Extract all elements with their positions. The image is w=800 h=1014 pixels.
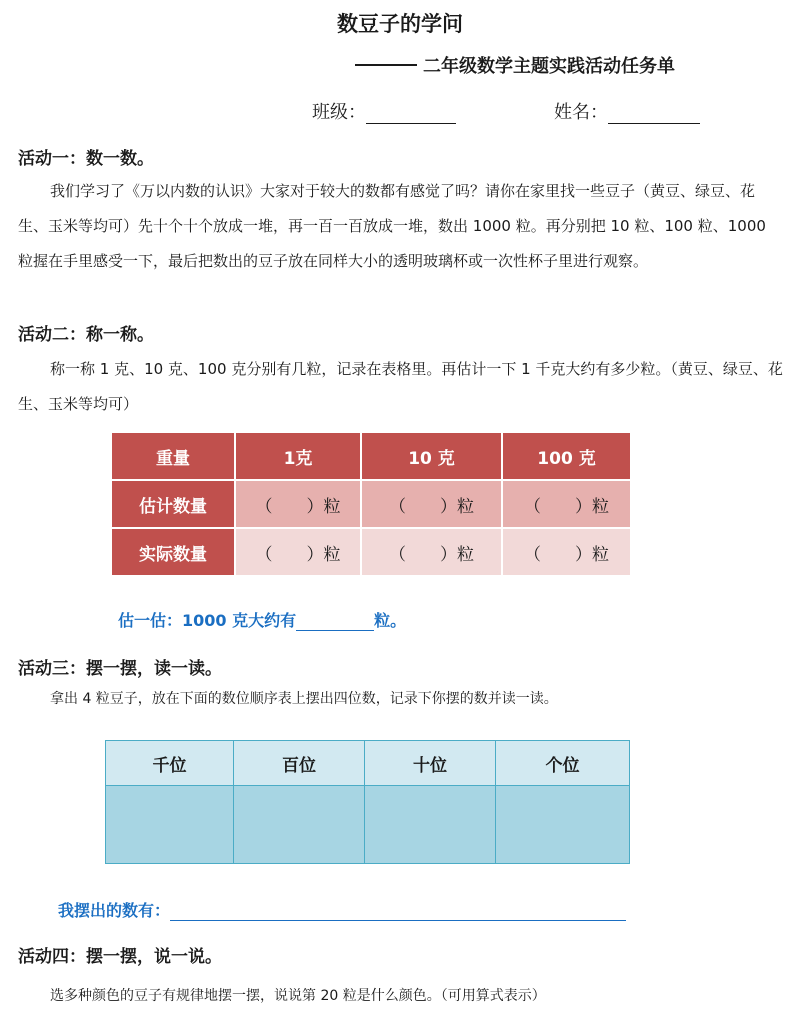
result-label: 我摆出的数有： bbox=[58, 901, 171, 920]
weigh-table-row bbox=[111, 480, 631, 528]
activity1-heading: 活动一：数一数。 bbox=[18, 149, 154, 169]
subtitle-text: 二年级数学主题实践活动任务单 bbox=[423, 56, 675, 77]
weigh-row-label: 实际数量 bbox=[111, 528, 235, 576]
weigh-cell[interactable]: （ ）粒 bbox=[502, 528, 631, 576]
page-subtitle bbox=[355, 52, 675, 78]
result-blank[interactable] bbox=[170, 902, 626, 921]
estimate-suffix: 粒。 bbox=[374, 611, 407, 630]
weigh-header-cell: 100 克 bbox=[502, 432, 631, 480]
place-value-header-row bbox=[106, 741, 630, 786]
place-value-header-cell: 百位 bbox=[234, 741, 365, 786]
estimate-blank[interactable] bbox=[296, 612, 374, 631]
activity4-text: 选多种颜色的豆子有规律地摆一摆，说说第 20 粒是什么颜色。（可用算式表示） bbox=[50, 988, 546, 1004]
weigh-cell[interactable]: （ ）粒 bbox=[361, 480, 502, 528]
weigh-header-cell: 重量 bbox=[111, 432, 235, 480]
estimate-line bbox=[118, 608, 406, 631]
activity1-text: 我们学习了《万以内数的认识》大家对于较大的数都有感觉了吗？请你在家里找一些豆子（黄豆、绿豆、花生、玉米等均可）先十个十个放成一堆，再一百一百放成一堆，数出 1000 粒。再分别把 10 粒、100 粒、1000 粒握在手里感受一下，最后把数出的豆子放在同样大小的透明玻璃杯或一次性杯子里进行观察。 bbox=[18, 182, 766, 270]
weigh-cell[interactable]: （ ）粒 bbox=[235, 528, 361, 576]
result-line bbox=[58, 898, 626, 921]
activity3-text: 拿出 4 粒豆子，放在下面的数位顺序表上摆出四位数，记录下你摆的数并读一读。 bbox=[50, 691, 558, 707]
place-value-header-cell: 个位 bbox=[496, 741, 630, 786]
weigh-table-row bbox=[111, 528, 631, 576]
name-blank[interactable] bbox=[608, 101, 700, 124]
name-label: 姓名： bbox=[554, 102, 608, 123]
weigh-table bbox=[110, 431, 632, 577]
estimate-prefix: 估一估：1000 克大约有 bbox=[118, 611, 297, 630]
place-value-cell[interactable] bbox=[234, 786, 365, 864]
place-value-header-cell: 十位 bbox=[365, 741, 496, 786]
weigh-cell[interactable]: （ ）粒 bbox=[361, 528, 502, 576]
subtitle-dash bbox=[355, 64, 417, 66]
weigh-cell[interactable]: （ ）粒 bbox=[502, 480, 631, 528]
class-blank[interactable] bbox=[366, 101, 456, 124]
class-field bbox=[312, 98, 456, 124]
class-label: 班级： bbox=[312, 102, 366, 123]
place-value-header-cell: 千位 bbox=[106, 741, 234, 786]
place-value-cell[interactable] bbox=[106, 786, 234, 864]
place-value-cell[interactable] bbox=[365, 786, 496, 864]
weigh-table-header-row bbox=[111, 432, 631, 480]
place-value-cell[interactable] bbox=[496, 786, 630, 864]
place-value-body-row bbox=[106, 786, 630, 864]
activity2-text: 称一称 1 克、10 克、100 克分别有几粒，记录在表格里。再估计一下 1 千克大约有多少粒。（黄豆、绿豆、花生、玉米等均可） bbox=[18, 360, 783, 413]
activity4-heading: 活动四：摆一摆，说一说。 bbox=[18, 947, 222, 967]
place-value-table bbox=[105, 740, 630, 864]
activity2-heading: 活动二：称一称。 bbox=[18, 325, 154, 345]
page-title: 数豆子的学问 bbox=[337, 12, 463, 36]
weigh-cell[interactable]: （ ）粒 bbox=[235, 480, 361, 528]
name-field bbox=[554, 98, 700, 124]
weigh-header-cell: 10 克 bbox=[361, 432, 502, 480]
weigh-header-cell: 1克 bbox=[235, 432, 361, 480]
activity3-heading: 活动三：摆一摆，读一读。 bbox=[18, 659, 222, 679]
weigh-row-label: 估计数量 bbox=[111, 480, 235, 528]
